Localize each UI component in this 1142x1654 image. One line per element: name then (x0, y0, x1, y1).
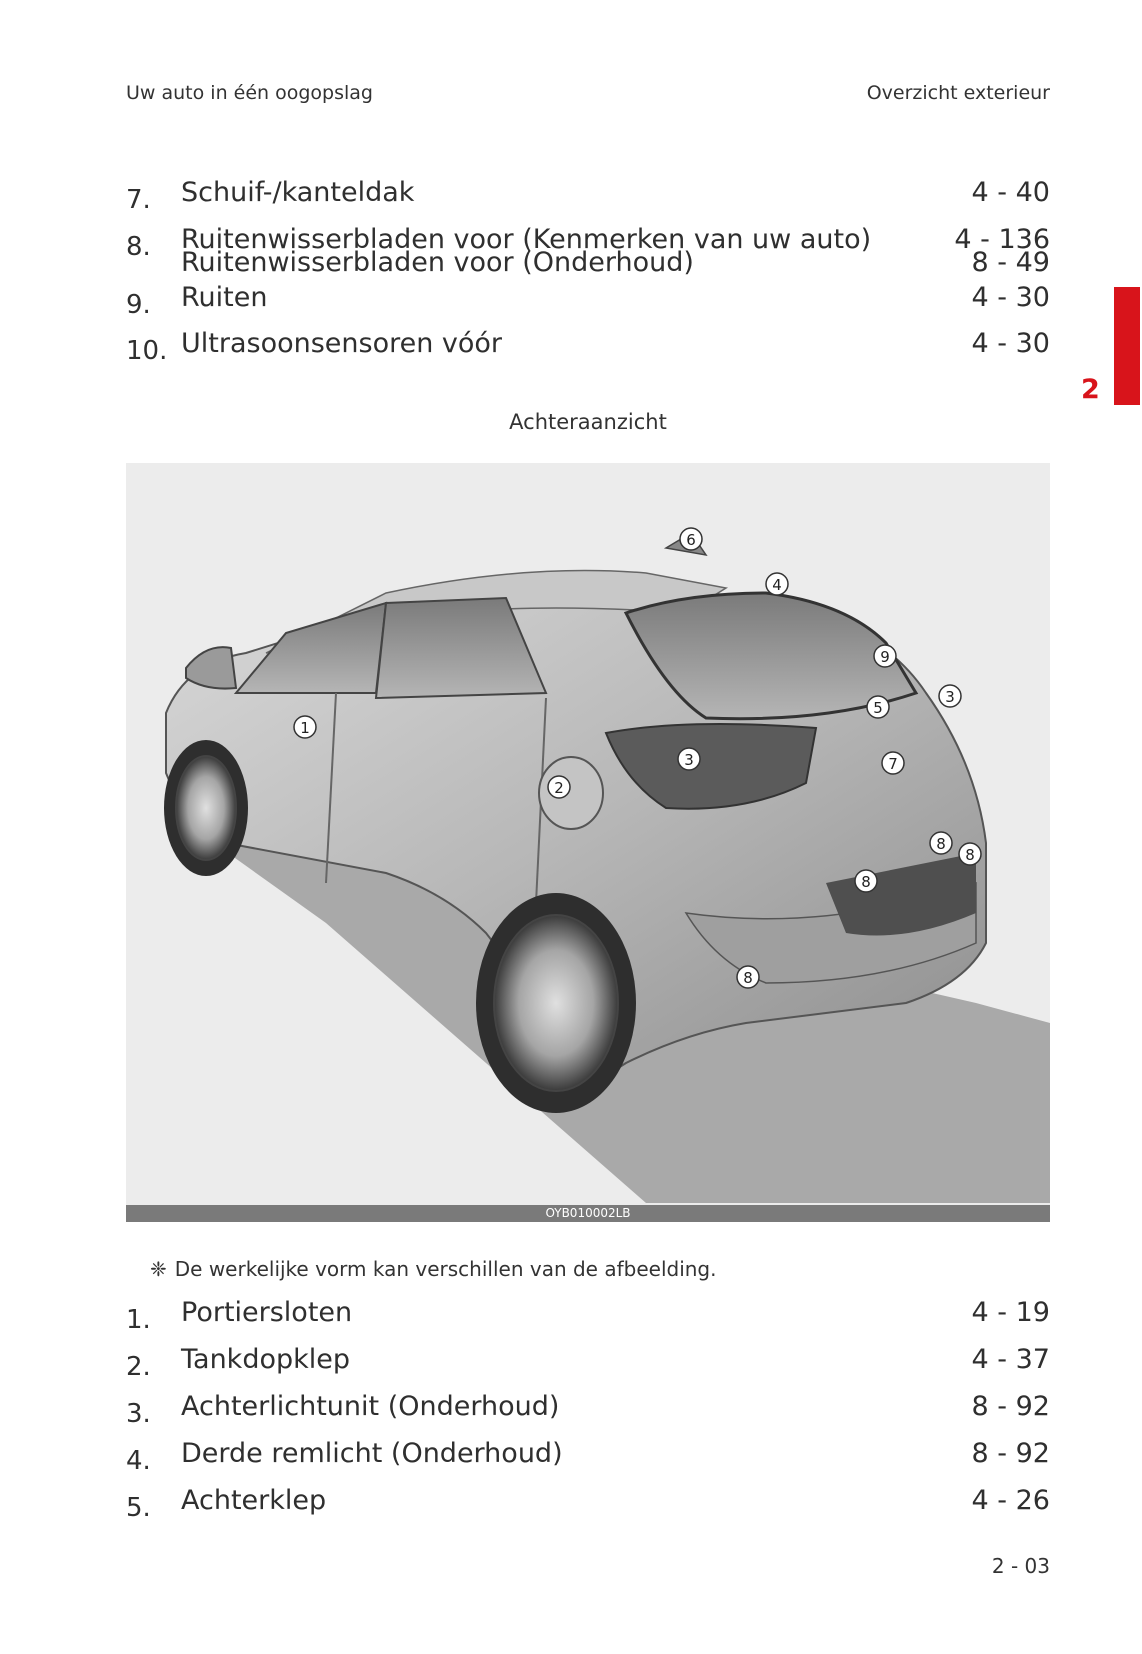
list-item (126, 328, 1050, 374)
item-page-ref: 4 - 26 (971, 1485, 1050, 1516)
item-page-ref: 4 - 30 (971, 328, 1050, 359)
item-label: Ruitenwisserbladen voor (Kenmerken van uw auto) (181, 224, 872, 255)
callout-label (766, 573, 788, 595)
svg-text:4: 4 (772, 576, 782, 594)
svg-text:8: 8 (743, 969, 753, 987)
list-item (126, 1344, 1050, 1390)
callout-label (867, 696, 889, 718)
disclaimer-note (150, 1257, 716, 1281)
svg-text:3: 3 (945, 688, 955, 706)
callout-label (874, 645, 896, 667)
item-number: 7. (126, 185, 151, 215)
item-label: Derde remlicht (Onderhoud) (181, 1438, 563, 1469)
chapter-tab-marker (1114, 287, 1140, 405)
item-number: 4. (126, 1446, 151, 1476)
svg-text:6: 6 (686, 531, 696, 549)
svg-text:3: 3 (684, 751, 694, 769)
callout-label (680, 528, 702, 550)
note-text: De werkelijke vorm kan verschillen van de afbeelding. (174, 1257, 717, 1281)
item-number: 5. (126, 1493, 151, 1523)
item-label: Schuif-/kanteldak (181, 177, 415, 208)
item-page-ref: 4 - 40 (971, 177, 1050, 208)
callout-label (737, 966, 759, 988)
callout-label (294, 716, 316, 738)
item-label: Tankdopklep (181, 1344, 351, 1375)
chapter-tab-number: 2 (1081, 374, 1100, 405)
item-page-ref: 4 - 30 (971, 282, 1050, 313)
running-header-topic: Overzicht exterieur (866, 82, 1050, 104)
svg-text:7: 7 (888, 755, 898, 773)
rear-view-illustration (126, 463, 1050, 1205)
figure-code: OYB010002LB (126, 1205, 1050, 1222)
callout-label (939, 685, 961, 707)
item-number: 9. (126, 290, 151, 320)
item-label: Portiersloten (181, 1297, 353, 1328)
svg-text:1: 1 (300, 719, 310, 737)
callout-label (548, 776, 570, 798)
list-item (126, 1485, 1050, 1531)
item-page-ref: 4 - 19 (971, 1297, 1050, 1328)
item-label: Ruiten (181, 282, 268, 313)
item-page-ref: 8 - 92 (971, 1391, 1050, 1422)
note-mark: ❈ (150, 1257, 167, 1281)
item-number: 8. (126, 232, 151, 262)
list-item (126, 177, 1050, 223)
item-number: 2. (126, 1352, 151, 1382)
item-label: Achterlichtunit (Onderhoud) (181, 1391, 560, 1422)
item-number: 10. (126, 336, 168, 366)
item-page-ref: 8 - 92 (971, 1438, 1050, 1469)
running-header-section: Uw auto in één oogopslag (126, 82, 373, 104)
list-item (126, 282, 1050, 328)
callout-label (959, 843, 981, 865)
svg-text:5: 5 (873, 699, 883, 717)
list-item (126, 1297, 1050, 1343)
callout-label (882, 752, 904, 774)
item-page-ref-secondary: 8 - 49 (971, 247, 1050, 278)
svg-text:8: 8 (861, 873, 871, 891)
item-label: Achterklep (181, 1485, 327, 1516)
callout-label (930, 832, 952, 854)
item-number: 1. (126, 1305, 151, 1335)
svg-text:2: 2 (554, 779, 564, 797)
item-label-secondary: Ruitenwisserbladen voor (Onderhoud) (181, 247, 694, 278)
svg-text:8: 8 (965, 846, 975, 864)
item-page-ref: 4 - 37 (971, 1344, 1050, 1375)
svg-text:8: 8 (936, 835, 946, 853)
item-number: 3. (126, 1399, 151, 1429)
list-item (126, 1438, 1050, 1484)
svg-text:9: 9 (880, 648, 890, 666)
callout-label (678, 748, 700, 770)
item-label: Ultrasoonsensoren vóór (181, 328, 503, 359)
item-page-ref: 4 - 136 (954, 224, 1050, 255)
page-number: 2 - 03 (991, 1554, 1050, 1578)
callout-label (855, 870, 877, 892)
figure-caption: Achteraanzicht (509, 410, 667, 434)
list-item (126, 1391, 1050, 1437)
